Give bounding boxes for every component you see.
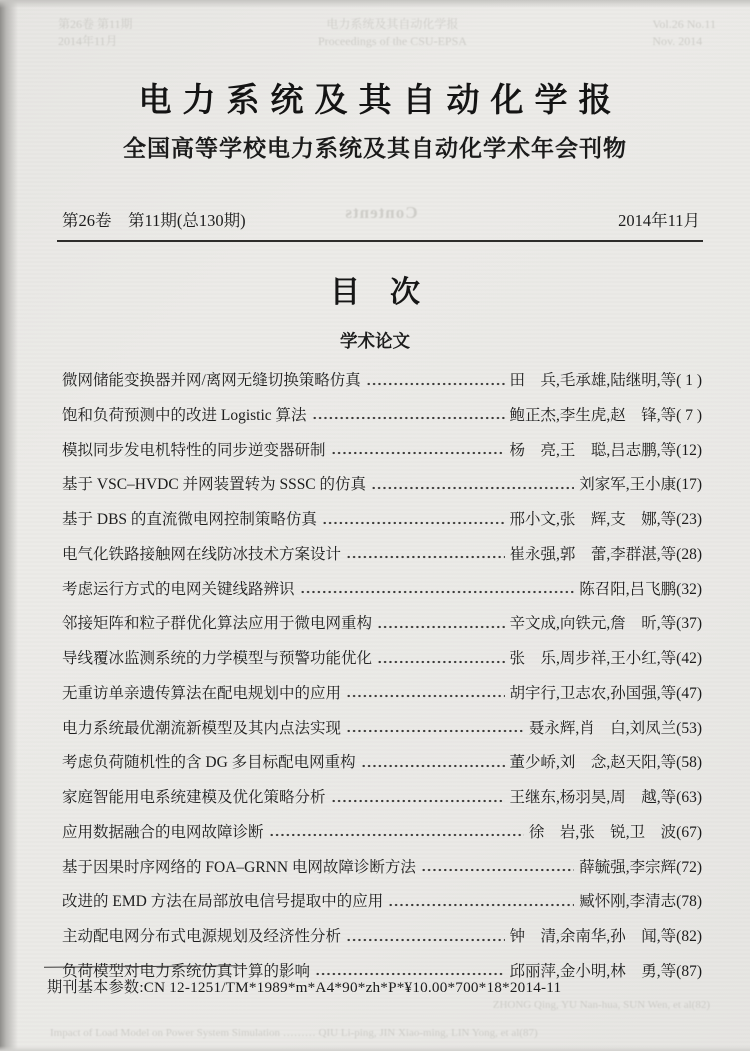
scan-edge-shadow-bottom	[0, 1046, 750, 1051]
toc-entry	[62, 509, 702, 530]
bleed-through-right: Vol.26 No.11 Nov. 2014	[652, 17, 716, 48]
bleed-through-bottom-2: Impact of Load Model on Power System Simulation ……… QIU Li-ping, JIN Xiao-ming, LIN Yong, et al(87)	[50, 1027, 538, 1039]
toc-entry-title: 电力系统最优潮流新模型及其内点法实现	[62, 719, 342, 737]
dot-leader	[346, 694, 505, 698]
toc-entry-title: 电气化铁路接触网在线防冰技术方案设计	[62, 545, 342, 563]
dot-leader	[331, 799, 505, 803]
journal-parameters-footer	[47, 966, 710, 997]
bleed-through-contents: Contents	[344, 203, 418, 222]
toc-entry-authors: 杨 亮,王 聪,吕志鹏,等(12)	[509, 441, 702, 459]
dot-leader	[269, 833, 524, 837]
toc-entry-title: 家庭智能用电系统建模及优化策略分析	[62, 789, 326, 806]
toc-entry	[62, 579, 702, 600]
toc-entry-authors: 邢小文,张 辉,支 娜,等(23)	[509, 511, 702, 528]
toc-entry-authors: 胡宇行,卫志农,孙国强,等(47)	[509, 684, 702, 702]
header-divider	[57, 240, 703, 242]
bleed-through-center: 电力系统及其自动化学报 Proceedings of the CSU-EPSA	[317, 17, 467, 48]
journal-title: 电力系统及其自动化学报	[138, 81, 623, 118]
dot-leader	[346, 555, 505, 559]
footer-divider	[44, 965, 246, 967]
toc-entry-title: 无重访单亲遗传算法在配电规划中的应用	[62, 684, 342, 702]
dot-leader	[346, 938, 505, 942]
bleed-through-left: 第26卷 第11期 2014年11月	[58, 17, 133, 48]
toc-entry	[62, 405, 702, 426]
dot-leader	[388, 903, 574, 907]
toc-entry	[62, 857, 702, 878]
toc-entry	[62, 683, 702, 704]
bleed-through-bottom-1: ZHONG Qing, YU Nan-hua, SUN Wen, et al(82)	[492, 999, 710, 1011]
dot-leader	[377, 660, 505, 664]
toc-entry-authors: 陈召阳,吕飞鹏(32)	[579, 580, 702, 598]
toc-entry-authors: 薛毓强,李宗辉(72)	[579, 858, 702, 876]
toc-entry-title: 饱和负荷预测中的改进 Logistic 算法	[62, 406, 307, 424]
bleed-through-header	[58, 16, 716, 50]
dot-leader	[322, 521, 505, 525]
dot-leader	[300, 590, 575, 594]
journal-subtitle: 全国高等学校电力系统及其自动化学术年会刊物	[123, 136, 627, 161]
toc-entry-authors: 张 乐,周步祥,王小红,等(42)	[509, 650, 702, 667]
toc-entry-title: 微网储能变换器并网/离网无缝切换策略仿真	[62, 372, 361, 389]
toc-entry	[62, 370, 702, 391]
toc-entry-authors: 鲍正杰,李生虎,赵 锋,等( 7 )	[509, 406, 702, 424]
dot-leader	[421, 868, 574, 872]
scan-edge-shadow-left	[0, 0, 18, 1051]
dot-leader	[346, 729, 524, 733]
toc-entry-title: 导线覆冰监测系统的力学模型与预警功能优化	[62, 650, 373, 667]
issue-date-label: 2014年11月	[618, 211, 700, 230]
toc-entry-title: 改进的 EMD 方法在局部放电信号提取中的应用	[62, 893, 384, 911]
toc-entry-authors: 聂永辉,肖 白,刘凤兰(53)	[528, 719, 702, 737]
toc-entry-authors: 邱丽萍,金小明,林 勇,等(87)	[509, 962, 702, 980]
volume-issue-row	[62, 203, 700, 231]
toc-entry-authors: 徐 岩,张 锐,卫 波(67)	[528, 823, 702, 841]
dot-leader	[371, 486, 574, 490]
toc-entry	[62, 440, 702, 461]
toc-entry-authors: 辛文成,向铁元,詹 昕,等(37)	[509, 615, 702, 633]
journal-parameters-text: 期刊基本参数:CN 12-1251/TM*1989*m*A4*90*zh*P*¥10.00*700*18*2014-11	[47, 979, 562, 996]
toc-entry-authors: 钟 清,余南华,孙 闻,等(82)	[509, 928, 702, 945]
masthead	[0, 74, 750, 163]
toc-entry-title: 应用数据融合的电网故障诊断	[62, 823, 264, 841]
toc-entry-title: 基于 VSC–HVDC 并网装置转为 SSSC 的仿真	[62, 476, 367, 494]
toc-entry-title: 邻接矩阵和粒子群优化算法应用于微电网重构	[62, 615, 373, 633]
scan-edge-shadow-top	[0, 0, 750, 8]
toc-entry-authors: 刘家军,王小康(17)	[579, 476, 702, 494]
toc-entry-title: 模拟同步发电机特性的同步逆变器研制	[62, 441, 326, 459]
dot-leader	[377, 625, 505, 629]
dot-leader	[331, 451, 505, 455]
toc-entry	[62, 613, 702, 634]
dot-leader	[312, 416, 505, 420]
toc-entry-title: 考虑运行方式的电网关键线路辨识	[62, 580, 295, 598]
dot-leader	[366, 382, 505, 386]
toc-entry	[62, 926, 702, 947]
toc-entry	[62, 822, 702, 843]
toc-entry-authors: 王继东,杨羽昊,周 越,等(63)	[509, 789, 702, 806]
toc-entry	[62, 718, 702, 739]
toc-entry-authors: 崔永强,郭 蕾,李群湛,等(28)	[509, 545, 702, 563]
toc-entry-title: 负荷模型对电力系统仿真计算的影响	[62, 962, 311, 980]
toc-entry-title: 考虑负荷随机性的含 DG 多目标配电网重构	[62, 754, 356, 772]
contents-heading: 目 次	[330, 276, 420, 309]
section-heading: 学术论文	[340, 331, 410, 351]
toc-entry-authors: 臧怀刚,李清志(78)	[579, 893, 702, 911]
toc-entry	[62, 752, 702, 773]
toc-entry	[62, 648, 702, 669]
toc-entry-authors: 田 兵,毛承雄,陆继明,等( 1 )	[509, 372, 702, 389]
toc-entry	[62, 787, 702, 808]
toc-entry-authors: 董少峤,刘 念,赵天阳,等(58)	[509, 754, 702, 772]
toc-entry	[62, 474, 702, 495]
toc-entry-title: 基于因果时序网络的 FOA–GRNN 电网故障诊断方法	[62, 858, 416, 876]
toc-entry	[62, 891, 702, 912]
volume-issue-label: 第26卷 第11期(总130期)	[62, 211, 246, 230]
toc-list	[62, 370, 702, 982]
toc-entry-title: 主动配电网分布式电源规划及经济性分析	[62, 928, 342, 945]
toc-entry	[62, 544, 702, 565]
dot-leader	[361, 764, 505, 768]
toc-entry-title: 基于 DBS 的直流微电网控制策略仿真	[62, 511, 317, 528]
